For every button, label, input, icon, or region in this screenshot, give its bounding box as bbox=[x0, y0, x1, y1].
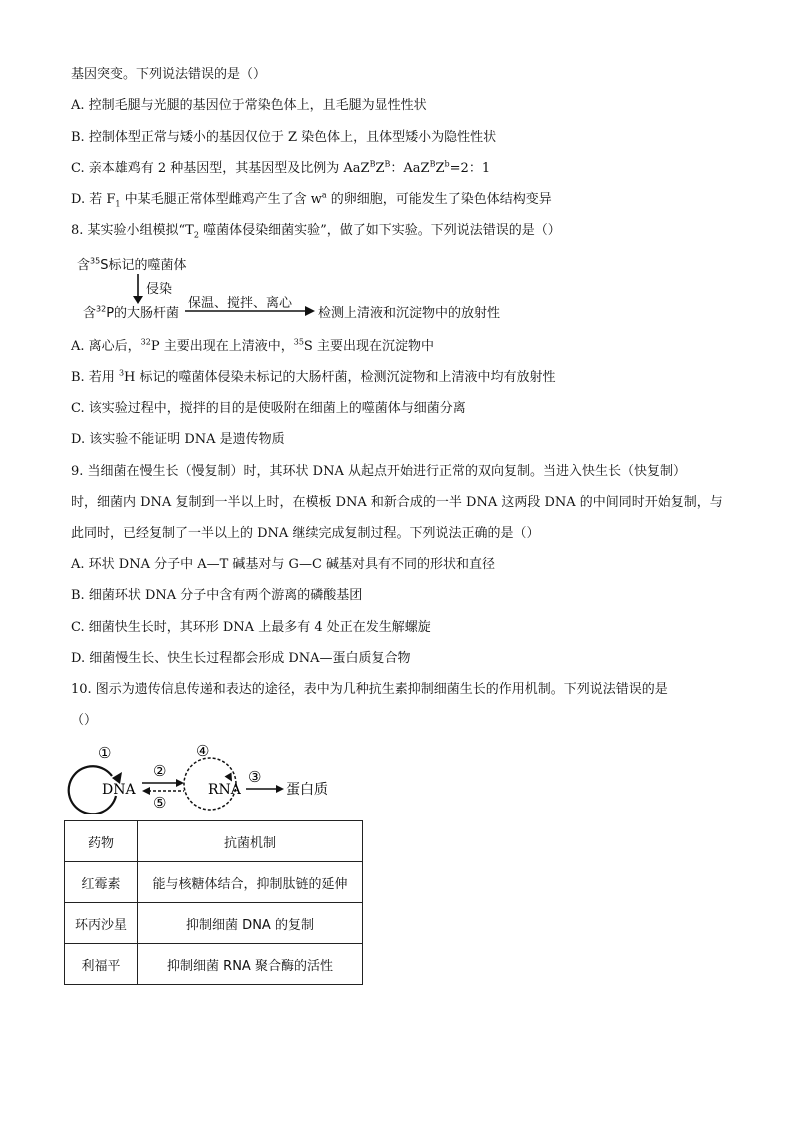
label-4: ④ bbox=[196, 742, 210, 760]
table-header-row bbox=[65, 821, 363, 862]
q7-option-d: D. 若 $F_1$ 中某毛腿正常体型雌鸡产生了含 $w^a$ 的卵细胞，可能发生了染色体结构变异 bbox=[71, 190, 552, 209]
table-row bbox=[65, 944, 363, 985]
q9-stem-line1: 9. 当细菌在慢生长（慢复制）时，其环状 DNA 从起点开始进行正常的双向复制。当进入快生长（快复制） bbox=[71, 464, 686, 479]
table-row bbox=[65, 862, 363, 903]
table-cell-mechanism: 抑制细菌 DNA 的复制 bbox=[138, 903, 363, 944]
q8-infect-label: 侵染 bbox=[146, 282, 173, 297]
q8-option-c: C. 该实验过程中，搅拌的目的是使吸附在细菌上的噬菌体与细菌分离 bbox=[71, 401, 466, 416]
q8-option-a: A. 离心后，$^{32}$P 主要出现在上清液中，$^{35}$S 主要出现在沉淀物中 bbox=[71, 337, 434, 354]
antibiotic-table bbox=[64, 820, 363, 985]
q8-option-d: D. 该实验不能证明 DNA 是遗传物质 bbox=[71, 432, 285, 447]
table-row bbox=[65, 903, 363, 944]
q9-stem-line2: 时，细菌内 DNA 复制到一半以上时，在模板 DNA 和新合成的一半 DNA 这两段 DNA 的中间同时开始复制，与 bbox=[71, 495, 723, 510]
q8-process-label: 保温、搅拌、离心 bbox=[188, 296, 293, 311]
q7-option-a: A. 控制毛腿与光腿的基因位于常染色体上，且毛腿为显性性状 bbox=[71, 98, 427, 113]
q8-right-arrow bbox=[185, 304, 317, 318]
q7-stem-tail: 基因突变。下列说法错误的是（） bbox=[71, 67, 267, 82]
q10-stem-line2: （） bbox=[71, 713, 98, 728]
label-3: ③ bbox=[248, 768, 262, 786]
dna-label: DNA bbox=[102, 782, 136, 798]
table-cell-drug: 红霉素 bbox=[65, 862, 138, 903]
q9-option-b: B. 细菌环状 DNA 分子中含有两个游离的磷酸基团 bbox=[71, 588, 363, 603]
table-header-mechanism: 抗菌机制 bbox=[138, 821, 363, 862]
q8-phage-label: 含$^{35}$S标记的噬菌体 bbox=[77, 256, 187, 273]
q8-stem: 8. 某实验小组模拟“$T_2$ 噬菌体侵染细菌实验”，做了如下实验。下列说法错误的是（） bbox=[71, 223, 561, 240]
q9-stem-line3: 此同时，已经复制了一半以上的 DNA 继续完成复制过程。下列说法正确的是（） bbox=[71, 526, 540, 541]
table-cell-drug: 环丙沙星 bbox=[65, 903, 138, 944]
table-cell-drug: 利福平 bbox=[65, 944, 138, 985]
q10-central-dogma-diagram bbox=[60, 738, 360, 814]
label-5: ⑤ bbox=[153, 794, 167, 812]
q7-option-b: B. 控制体型正常与矮小的基因仅位于 Z 染色体上，且体型矮小为隐性性状 bbox=[71, 130, 497, 145]
label-1: ① bbox=[98, 744, 112, 762]
label-2: ② bbox=[153, 762, 167, 780]
q9-option-c: C. 细菌快生长时，其环形 DNA 上最多有 4 处正在发生解螺旋 bbox=[71, 620, 431, 635]
q9-option-d: D. 细菌慢生长、快生长过程都会形成 DNA—蛋白质复合物 bbox=[71, 651, 411, 666]
table-cell-mechanism: 抑制细菌 RNA 聚合酶的活性 bbox=[138, 944, 363, 985]
table-header-drug: 药物 bbox=[65, 821, 138, 862]
q8-option-b: B. 若用 $^3$H 标记的噬菌体侵染未标记的大肠杆菌，检测沉淀物和上清液中均有放射性 bbox=[71, 368, 556, 385]
q8-ecoli-label: 含$^{32}$P的大肠杆菌 bbox=[83, 304, 180, 321]
q7-option-c: C. 亲本雄鸡有 2 种基因型，其基因型及比例为 $AaZ^BZ^B$：$AaZ^BZ^b=2$：1 bbox=[71, 159, 491, 176]
q8-result-label: 检测上清液和沉淀物中的放射性 bbox=[318, 306, 501, 321]
table-cell-mechanism: 能与核糖体结合，抑制肽链的延伸 bbox=[138, 862, 363, 903]
q10-stem-line1: 10. 图示为遗传信息传递和表达的途径，表中为几种抗生素抑制细菌生长的作用机制。下列说法错误的是 bbox=[71, 682, 668, 697]
protein-label: 蛋白质 bbox=[286, 782, 328, 798]
rna-label: RNA bbox=[208, 782, 241, 798]
q9-option-a: A. 环状 DNA 分子中 A—T 碱基对与 G—C 碱基对具有不同的形状和直径 bbox=[71, 557, 496, 572]
